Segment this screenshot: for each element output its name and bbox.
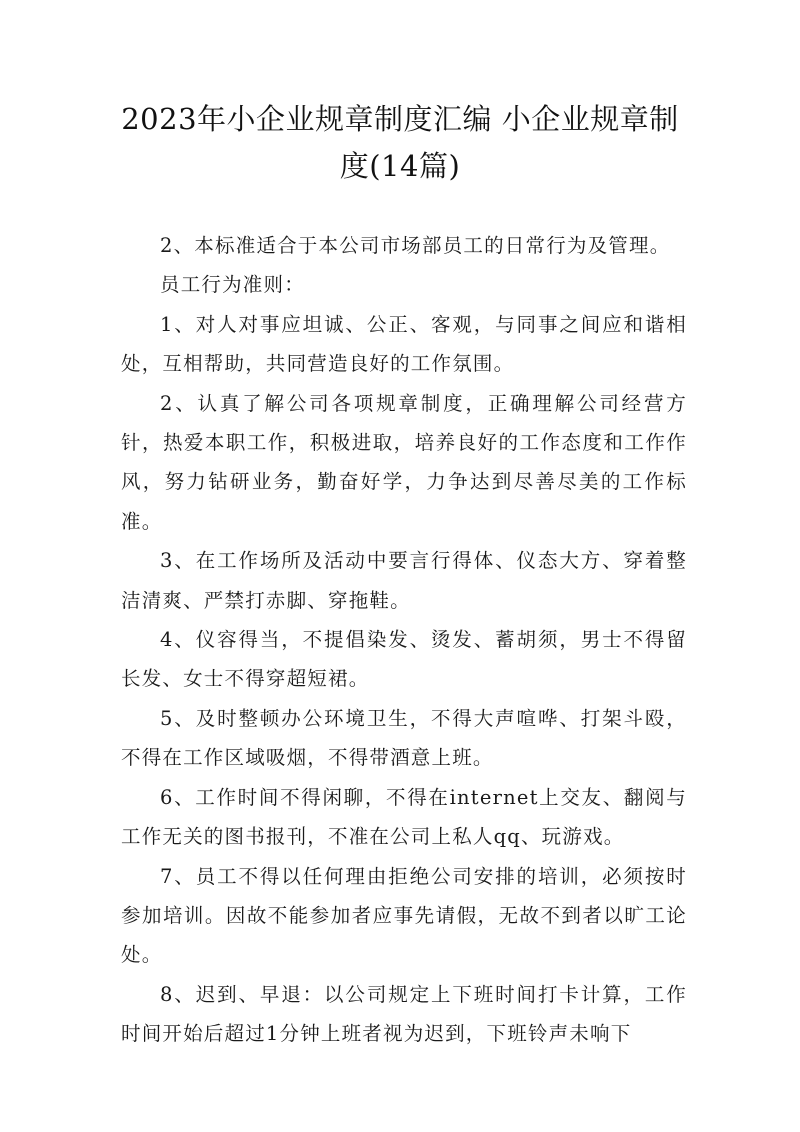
title-line-2: 度(14篇): [339, 149, 461, 183]
paragraph-rule-3: 3、在工作场所及活动中要言行得体、仪态大方、穿着整洁清爽、严禁打赤脚、穿拖鞋。: [121, 549, 687, 612]
paragraph-rule-7: 7、员工不得以任何理由拒绝公司安排的培训，必须按时参加培训。因故不能参加者应事先请假，无故不到者以旷工论处。: [121, 864, 687, 967]
paragraph-rule-6: 6、工作时间不得闲聊，不得在internet上交友、翻阅与工作无关的图书报刊，不准在公司上私人qq、玩游戏。: [121, 785, 687, 849]
paragraph-rule-1: 1、对人对事应坦诚、公正、客观，与同事之间应和谐相处，互相帮助，共同营造良好的工作氛围。: [121, 312, 687, 376]
document-body: [121, 226, 687, 1054]
paragraph-rule-4: 4、仪容得当，不提倡染发、烫发、蓄胡须，男士不得留长发、女士不得穿超短裙。: [121, 628, 687, 691]
paragraph-rule-2: 2、认真了解公司各项规章制度，正确理解公司经营方针，热爱本职工作，积极进取，培养良好的工作态度和工作作风，努力钻研业务，勤奋好学，力争达到尽善尽美的工作标准。: [121, 391, 687, 533]
paragraph-scope: 2、本标准适合于本公司市场部员工的日常行为及管理。: [160, 234, 671, 257]
paragraph-rule-8: 8、迟到、早退：以公司规定上下班时间打卡计算，工作时间开始后超过1分钟上班者视为迟到，下班铃声未响下: [121, 982, 687, 1046]
paragraph-rule-5: 5、及时整顿办公环境卫生，不得大声喧哗、打架斗殴，不得在工作区域吸烟，不得带酒意上班。: [121, 706, 687, 770]
title-line-1: 2023年小企业规章制度汇编 小企业规章制: [121, 102, 679, 136]
document-title: [100, 96, 700, 190]
paragraph-heading-conduct: 员工行为准则：: [160, 273, 305, 297]
